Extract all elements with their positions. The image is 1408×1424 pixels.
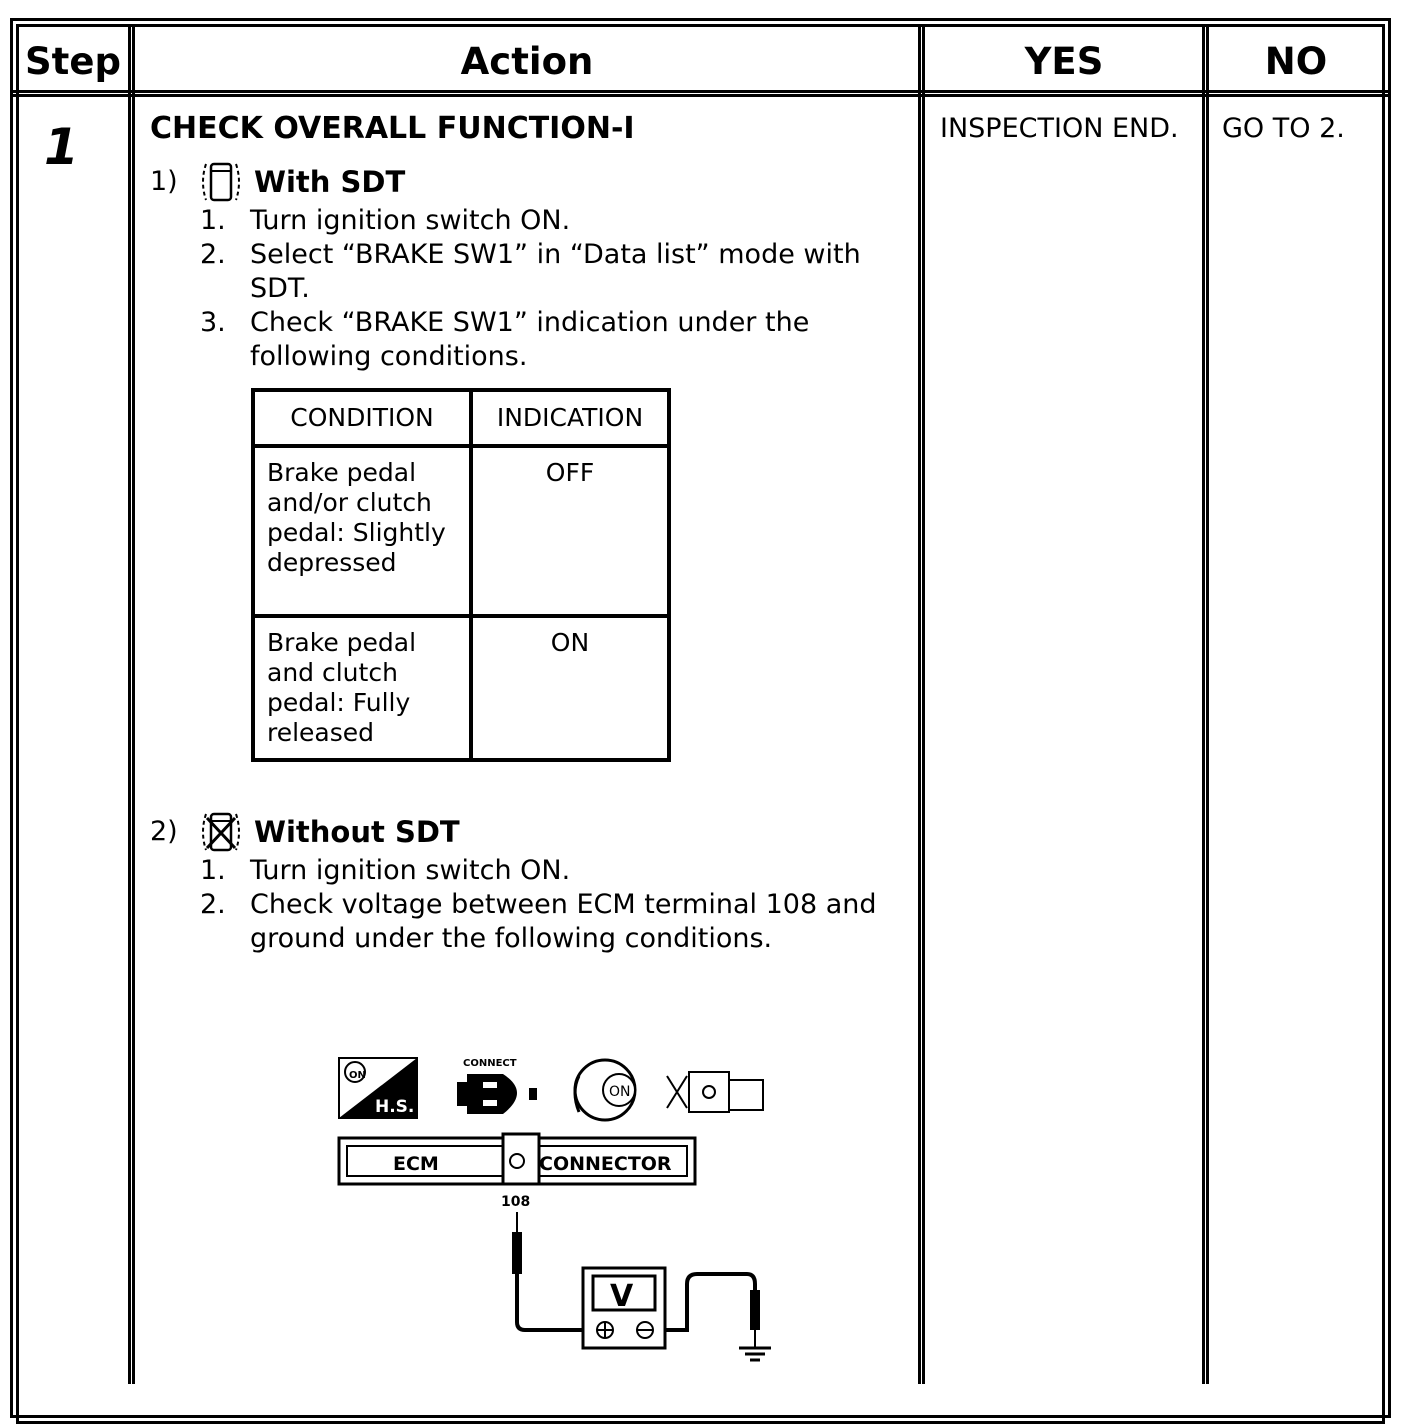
with-sdt-label: With SDT [254, 165, 406, 199]
col-divider-yes [1202, 24, 1209, 1384]
svg-text:CONNECT: CONNECT [463, 1058, 517, 1069]
ignition-on-hs-icon [339, 1058, 417, 1118]
table-row [253, 616, 669, 760]
without-sdt-heading [150, 810, 910, 854]
sdt-tester-icon [198, 160, 248, 204]
without-sdt-label: Without SDT [254, 815, 460, 849]
indication-cell: OFF [471, 446, 669, 616]
sub-number: 2) [150, 816, 178, 847]
list-item: 2. Check voltage between ECM terminal 108 and ground under the following conditions. [200, 889, 877, 954]
voltage-check-diagram [335, 1052, 785, 1376]
voltmeter [583, 1268, 665, 1348]
condition-cell: Brake pedal and clutch pedal: Fully released [253, 616, 471, 760]
condition-table [251, 388, 671, 762]
indication-cell: ON [471, 616, 669, 760]
header-no: NO [1264, 39, 1328, 83]
step-number: 1 [44, 118, 79, 176]
table-row [253, 446, 669, 616]
svg-text:CONNECTOR: CONNECTOR [539, 1153, 672, 1175]
step-title: CHECK OVERALL FUNCTION-I [150, 111, 635, 146]
col-divider-action [918, 24, 925, 1384]
meter-label: V [610, 1279, 634, 1314]
no-cell: GO TO 2. [1222, 113, 1345, 144]
action-cell [150, 108, 910, 956]
col-indication: INDICATION [471, 390, 669, 446]
header-action: Action [460, 39, 594, 83]
list-item: 1. Turn ignition switch ON. [200, 855, 571, 886]
col-condition: CONDITION [253, 390, 471, 446]
svg-text:ON: ON [349, 1070, 366, 1081]
svg-text:ECM: ECM [393, 1153, 439, 1175]
with-sdt-heading [150, 160, 910, 204]
svg-text:H.S.: H.S. [375, 1097, 415, 1117]
list-item: 3. Check “BRAKE SW1” indication under the following conditions. [200, 307, 810, 372]
terminal-label: 108 [501, 1194, 531, 1210]
no-sdt-tester-icon [198, 810, 248, 854]
condition-cell: Brake pedal and/or clutch pedal: Slightly depressed [253, 446, 471, 616]
table-header-row [253, 390, 669, 446]
sub-number: 1) [150, 166, 178, 197]
connect-icon [457, 1058, 537, 1114]
svg-text:ON: ON [609, 1084, 631, 1100]
col-divider-step [128, 24, 135, 1384]
with-sdt-steps [150, 204, 910, 374]
yes-cell: INSPECTION END. [940, 113, 1179, 144]
header-yes: YES [1024, 39, 1104, 83]
list-item: 2. Select “BRAKE SW1” in “Data list” mode with SDT. [200, 239, 861, 304]
list-item: 1. Turn ignition switch ON. [200, 205, 571, 236]
without-sdt-steps [150, 854, 910, 956]
ecm-connector [339, 1134, 695, 1184]
header-step: Step [25, 39, 121, 83]
ignition-on-icon [575, 1060, 635, 1120]
engine-icon [667, 1072, 763, 1112]
